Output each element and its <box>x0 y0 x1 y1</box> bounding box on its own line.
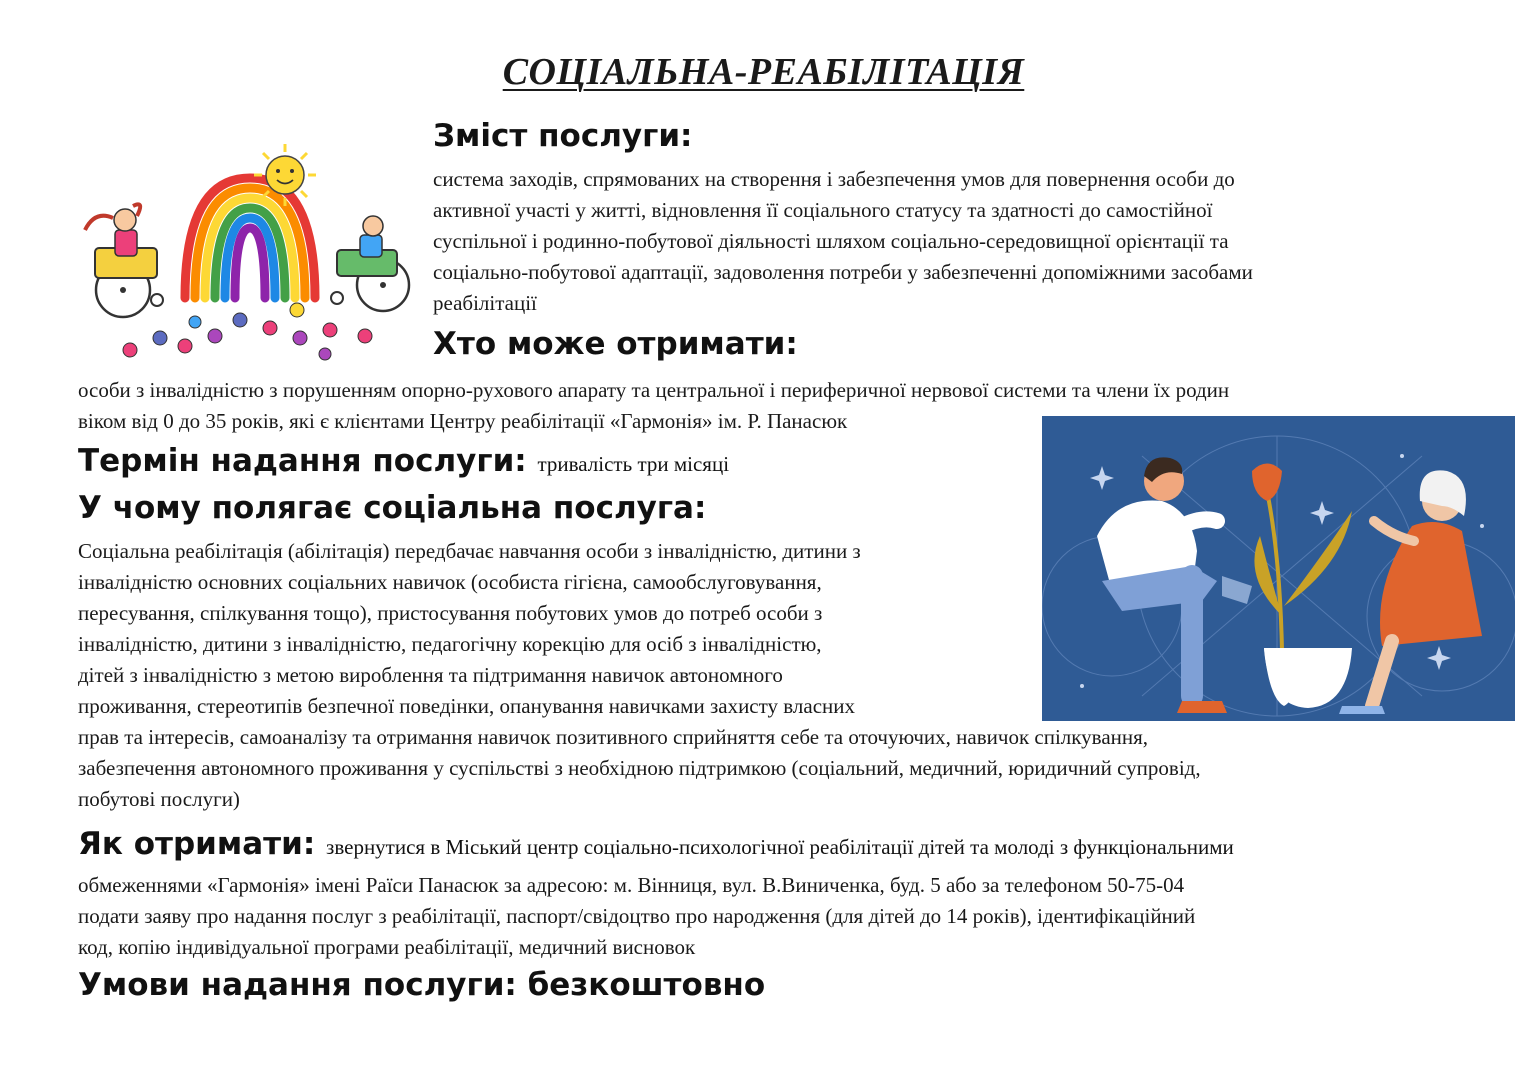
how-line: код, копію індивідуальної програми реабілітації, медичний висновок <box>78 935 696 959</box>
how-heading: Як отримати: <box>78 826 316 862</box>
how-line: обмеженнями «Гармонія» імені Раїси Панасюк за адресою: м. Вінниця, вул. В.Виниченка, буд. 5 або за телефоном 50-75-04 <box>78 873 1185 897</box>
content-line: реабілітації <box>433 291 537 315</box>
how-first-line: звернутися в Міський центр соціально-психологічної реабілітації дітей та молоді з функціональними <box>326 835 1234 859</box>
essence-line: пересування, спілкування тощо), пристосування побутових умов до потреб особи з <box>78 601 823 625</box>
essence-line: проживання, стереотипів безпечної поведінки, опанування навичками захисту власних <box>78 694 856 718</box>
how-text <box>78 870 1195 963</box>
section-heading-term <box>78 443 729 480</box>
essence-text <box>78 536 1201 815</box>
page-title: СОЦІАЛЬНА-РЕАБІЛІТАЦІЯ <box>502 51 1025 93</box>
wheelchair-boy <box>331 216 409 311</box>
content-line: соціально-побутової адаптації, задоволення потреби у забезпеченні допоміжними засобами <box>433 260 1253 284</box>
essence-line: інвалідністю основних соціальних навичок (особиста гігієна, самообслуговування, <box>78 570 822 594</box>
rainbow-wheelchair-illustration <box>75 140 427 372</box>
essence-line: побутові послуги) <box>78 787 240 811</box>
wheelchair-girl <box>85 204 163 317</box>
section-heading-content: Зміст послуги: <box>433 118 693 154</box>
eligibility-line: віком від 0 до 35 років, які є клієнтами Центру реабілітації «Гармонія» ім. Р. Панасюк <box>78 409 848 433</box>
section-heading-eligibility: Хто може отримати: <box>433 326 798 362</box>
how-line: подати заяву про надання послуг з реабілітації, паспорт/свідоцтво про народження (для дітей до 14 років), ідентифікаційний <box>78 904 1196 928</box>
flowers <box>123 303 372 360</box>
content-line: активної участі у житті, відновлення її соціального статусу та здатності до самостійної <box>433 198 1213 222</box>
content-line: система заходів, спрямованих на створення і забезпечення умов для повернення особи до <box>433 167 1235 191</box>
section-heading-how <box>78 826 1234 863</box>
essence-line: забезпечення автономного проживання у суспільстві з необхідною підтримкою (соціальний, медичний, юридичний супровід, <box>78 756 1201 780</box>
content-text <box>433 164 1253 319</box>
content-line: суспільної і родинно-побутової діяльності шляхом соціально-середовищної орієнтації та <box>433 229 1229 253</box>
section-heading-conditions: Умови надання послуги: безкоштовно <box>78 967 766 1003</box>
essence-line: Соціальна реабілітація (абілітація) передбачає навчання особи з інвалідністю, дитини з <box>78 539 861 563</box>
term-text: тривалість три місяці <box>537 452 730 476</box>
essence-line: інвалідністю, дитини з інвалідністю, педагогічну корекцію для осіб з інвалідністю, <box>78 632 822 656</box>
essence-line: прав та інтересів, самоаналізу та отримання навичок позитивного сприйняття себе та оточуючих, навичок спілкування, <box>78 725 1149 749</box>
section-heading-essence: У чому полягає соціальна послуга: <box>78 490 707 526</box>
essence-line: дітей з інвалідністю з метою вироблення та підтримання навичок автономного <box>78 663 783 687</box>
term-heading: Термін надання послуги: <box>78 443 527 479</box>
eligibility-line: особи з інвалідністю з порушенням опорно-рухового апарату та центральної і периферичної нервової системи та члени їх родин <box>78 378 1230 402</box>
